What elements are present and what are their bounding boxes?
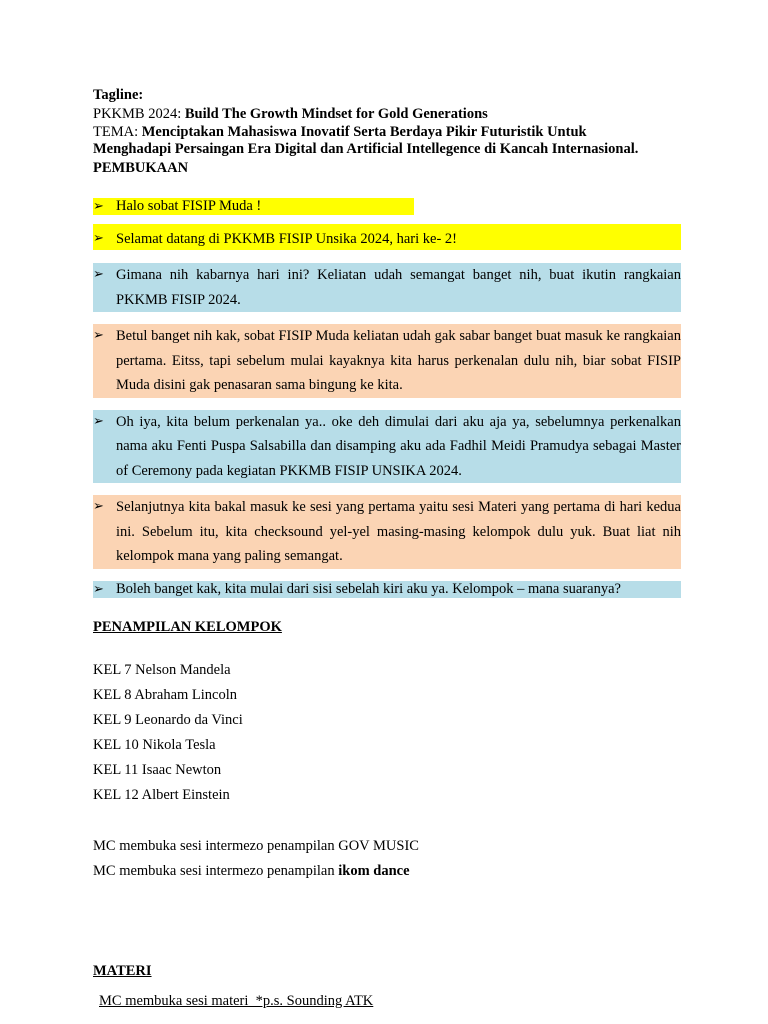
tema-text-2: Menghadapi Persaingan Era Digital dan Artificial Intellegence di Kancah Internasional. [93,141,639,157]
bullet-item-6 [93,495,681,569]
arrow-bullet-icon: ➢ [93,499,104,514]
pkkmb-prefix: PKKMB 2024: [93,106,185,122]
penampilan-heading: PENAMPILAN KELOMPOK [93,618,282,635]
arrow-bullet-icon: ➢ [93,199,104,214]
pkkmb-title: Build The Growth Mindset for Gold Generations [184,106,488,122]
tema-text-1: Menciptakan Mahasiswa Inovatif Serta Berdaya Pikir Futuristik Untuk [141,124,587,140]
bullet-text: Betul banget nih kak, sobat FISIP Muda keliatan udah gak sabar banget buat masuk ke rangkaian pertama. Eitss, tapi sebelum mulai kayaknya kita harus perkenalan dulu nih, biar sobat FISIP Muda disini gak penasaran sama bingung ke kita. [116,328,681,393]
bullet-text: Oh iya, kita belum perkenalan ya.. oke deh dimulai dari aku aja ya, sebelumnya perkenalkan nama aku Fenti Puspa Salsabilla dan disamping aku ada Fadhil Meidi Pramudya sebagai Master of Ceremony pada kegiatan PKKMB FISIP UNSIKA 2024. [116,413,681,479]
bullet-text: Gimana nih kabarnya hari ini? Keliatan udah semangat banget nih, buat ikutin rangkaian PKKMB FISIP 2024. [116,267,681,308]
list-item: KEL 11 Isaac Newton [93,761,222,778]
list-item: KEL 9 Leonardo da Vinci [93,711,243,728]
bullet-item-4 [93,324,681,398]
document-page [93,86,681,1011]
list-item: KEL 7 Nelson Mandela [93,661,231,678]
mc-line-prefix: MC membuka sesi intermezo penampilan [93,862,339,879]
bullet-item-1 [93,198,414,215]
pembukaan-heading: PEMBUKAAN [93,160,189,176]
arrow-bullet-icon: ➢ [93,413,104,429]
arrow-bullet-icon: ➢ [93,328,104,343]
bullet-text: Boleh banget kak, kita mulai dari sisi sebelah kiri aku ya. Kelompok – mana suaranya? [116,580,621,597]
bullet-item-3 [93,263,681,312]
tema-prefix: TEMA: [93,124,142,140]
bullet-item-7 [93,581,681,598]
arrow-bullet-icon: ➢ [93,581,104,597]
bullet-item-5 [93,410,681,484]
bullet-text: Selamat datang di PKKMB FISIP Unsika 2024, hari ke- 2! [116,231,457,247]
pkkmb-line [93,105,681,124]
tagline-label: Tagline: [93,87,144,103]
mc-ikom-dance-line [93,859,681,884]
group-list [93,658,681,808]
arrow-bullet-icon: ➢ [93,231,104,246]
list-item: KEL 8 Abraham Lincoln [93,686,238,703]
bullet-text: Selanjutnya kita bakal masuk ke sesi yang pertama yaitu sesi Materi yang pertama di hari kedua ini. Sebelum itu, kita checksound yel-yel masing-masing kelompok dulu yuk. Buat liat nih kelompok mana yang paling semangat. [116,499,681,564]
bullet-text: Halo sobat FISIP Muda ! [116,198,262,214]
bullet-item-2 [93,224,681,250]
list-item: KEL 10 Nikola Tesla [93,736,216,753]
materi-note: MC membuka sesi materi *p.s. Sounding ATK [99,992,374,1009]
mc-gov-music-line: MC membuka sesi intermezo penampilan GOV MUSIC [93,837,419,854]
materi-heading: MATERI [93,962,152,979]
tema-line [93,124,681,158]
list-item: KEL 12 Albert Einstein [93,786,230,803]
arrow-bullet-icon: ➢ [93,267,104,282]
mc-line-bold: ikom dance [338,862,410,879]
